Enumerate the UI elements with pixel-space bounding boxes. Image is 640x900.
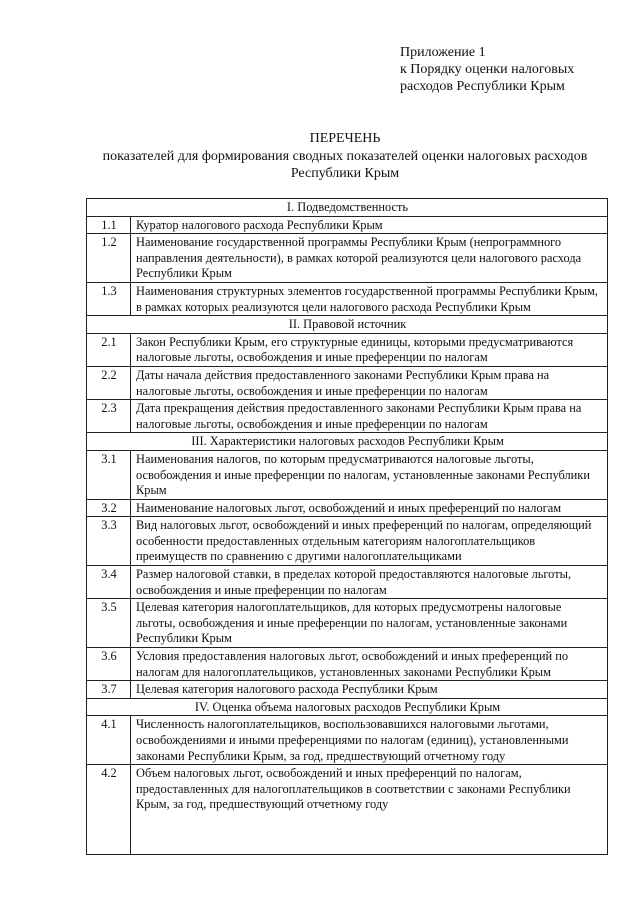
section-header-row (87, 433, 608, 451)
table-row (87, 681, 608, 699)
table-row (87, 499, 608, 517)
row-text: Наименование государственной программы Республики Крым (непрограммного направления деятельности), в рамках которой реализуются цели налогового расхода Республики Крым (131, 234, 608, 283)
section-header-row (87, 698, 608, 716)
row-number: 3.4 (87, 566, 131, 599)
row-number: 4.1 (87, 716, 131, 765)
row-number: 2.2 (87, 366, 131, 399)
row-number: 3.5 (87, 599, 131, 648)
table-row (87, 765, 608, 855)
row-text: Целевая категория налогоплательщиков, для которых предусмотрены налоговые льготы, освобождения и иные преференции по налогам, установленные законами Республики Крым (131, 599, 608, 648)
section-header-row (87, 199, 608, 217)
section-title: IV. Оценка объема налоговых расходов Республики Крым (87, 698, 608, 716)
appendix-line-3: расходов Республики Крым (400, 79, 565, 94)
appendix-header (400, 44, 574, 95)
table-row (87, 566, 608, 599)
table-row (87, 216, 608, 234)
indicators-table (86, 198, 608, 855)
row-text: Закон Республики Крым, его структурные единицы, которыми предусматриваются налоговые льготы, освобождения и иные преференции по налогам (131, 333, 608, 366)
row-text: Условия предоставления налоговых льгот, освобождений и иных преференций по налогам для налогоплательщиков, установленных законами Республики Крым (131, 648, 608, 681)
table-row (87, 599, 608, 648)
section-title: III. Характеристики налоговых расходов Республики Крым (87, 433, 608, 451)
row-number: 3.7 (87, 681, 131, 699)
table-row (87, 366, 608, 399)
row-number: 3.2 (87, 499, 131, 517)
table-row (87, 234, 608, 283)
row-text: Целевая категория налогового расхода Республики Крым (131, 681, 608, 699)
row-number: 1.2 (87, 234, 131, 283)
row-number: 1.1 (87, 216, 131, 234)
row-text: Наименования налогов, по которым предусматриваются налоговые льготы, освобождения и иные преференции по налогам, установленные законами Республики Крым (131, 450, 608, 499)
appendix-line-1: Приложение 1 (400, 45, 486, 60)
row-number: 1.3 (87, 282, 131, 315)
table-row (87, 450, 608, 499)
appendix-line-2: к Порядку оценки налоговых (400, 62, 575, 77)
table-row (87, 648, 608, 681)
table-row (87, 333, 608, 366)
row-number: 3.1 (87, 450, 131, 499)
table-row (87, 716, 608, 765)
row-number: 3.3 (87, 517, 131, 566)
row-text: Куратор налогового расхода Республики Крым (131, 216, 608, 234)
row-text: Наименования структурных элементов государственной программы Республики Крым, в рамках которых реализуются цели налогового расхода Республики Крым (131, 282, 608, 315)
row-text: Дата прекращения действия предоставленного законами Республики Крым права на налоговые льготы, освобождения и иные преференции по налогам (131, 400, 608, 433)
section-header-row (87, 316, 608, 334)
row-text: Вид налоговых льгот, освобождений и иных преференций по налогам, определяющий особенности предоставленных отдельным категориям налогоплательщиков преимуществ по сравнению с другими налогоплательщиками (131, 517, 608, 566)
row-text: Наименование налоговых льгот, освобождений и иных преференций по налогам (131, 499, 608, 517)
section-title: I. Подведомственность (87, 199, 608, 217)
table-row (87, 400, 608, 433)
row-text: Даты начала действия предоставленного законами Республики Крым права на налоговые льготы, освобождения и иные преференции по налогам (131, 366, 608, 399)
table-row (87, 282, 608, 315)
document-subtitle: показателей для формирования сводных показателей оценки налоговых расходов Республики Крым (102, 149, 588, 181)
row-text: Объем налоговых льгот, освобождений и иных преференций по налогам, предоставленных для налогоплательщиков в соответствии с законами Республики Крым, за год, предшествующий отчетному году (131, 765, 608, 855)
row-text: Размер налоговой ставки, в пределах которой предоставляются налоговые льготы, освобождения и иные преференции по налогам (131, 566, 608, 599)
section-title: II. Правовой источник (87, 316, 608, 334)
row-number: 3.6 (87, 648, 131, 681)
row-number: 4.2 (87, 765, 131, 855)
row-text: Численность налогоплательщиков, воспользовавшихся налоговыми льготами, освобождениями и иными преференциями по налогам (единиц), установленными законами Республики Крым, за год, предшествующий отчетному году (131, 716, 608, 765)
row-number: 2.1 (87, 333, 131, 366)
table-row (87, 517, 608, 566)
document-title: ПЕРЕЧЕНЬ (309, 131, 381, 146)
row-number: 2.3 (87, 400, 131, 433)
